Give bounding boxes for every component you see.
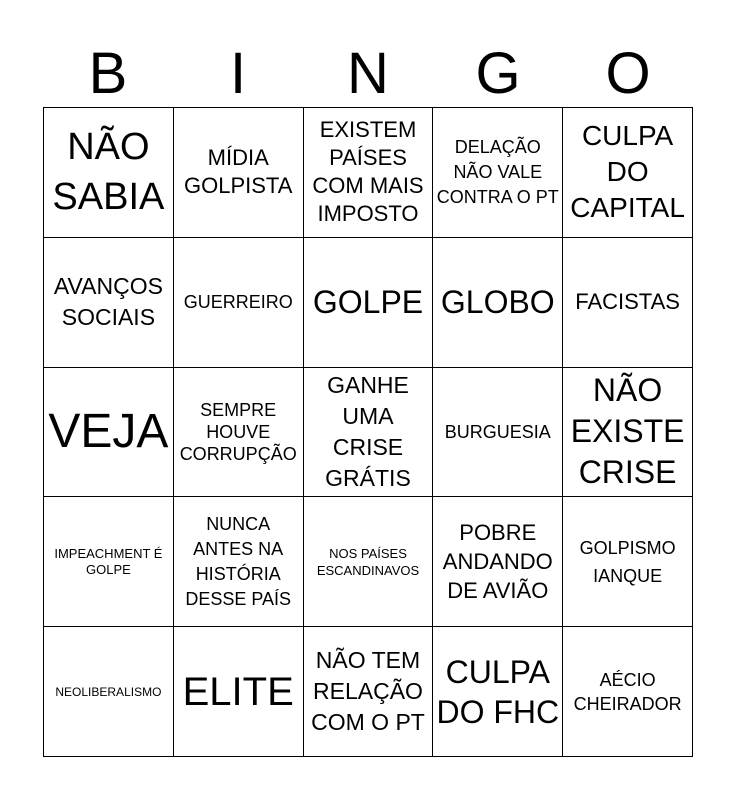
header-letter-n: N — [347, 41, 389, 106]
bingo-board — [43, 107, 693, 757]
bingo-cell[interactable] — [44, 368, 174, 498]
bingo-cell[interactable] — [563, 497, 693, 627]
cell-text: GOLPISMO IANQUE — [579, 537, 676, 586]
bingo-cell[interactable] — [174, 108, 304, 238]
bingo-cell[interactable] — [563, 238, 693, 368]
bingo-cell[interactable] — [433, 238, 563, 368]
bingo-cell[interactable] — [433, 627, 563, 757]
bingo-cell[interactable] — [433, 108, 563, 238]
bingo-cell[interactable] — [304, 108, 434, 238]
bingo-cell[interactable] — [304, 368, 434, 498]
cell-text: GOLPE — [312, 284, 424, 321]
bingo-cell[interactable] — [174, 497, 304, 627]
bingo-cell[interactable] — [304, 238, 434, 368]
bingo-cell[interactable] — [563, 368, 693, 498]
cell-text: GANHE UMA CRISE GRÁTIS — [325, 371, 411, 491]
header-letter-g: G — [475, 41, 521, 106]
cell-text: NEOLIBERALISMO — [55, 684, 162, 699]
header-letter-b: B — [88, 41, 128, 106]
cell-text: DELAÇÃO NÃO VALE CONTRA O PT — [436, 136, 559, 207]
cell-text: GLOBO — [440, 284, 555, 321]
bingo-header — [43, 40, 693, 108]
cell-text: NÃO SABIA — [52, 126, 165, 219]
cell-text: NÃO EXISTE CRISE — [570, 372, 685, 491]
bingo-cell[interactable] — [174, 238, 304, 368]
cell-text: ELITE — [182, 669, 294, 714]
bingo-cell[interactable] — [44, 108, 174, 238]
bingo-cell[interactable] — [563, 627, 693, 757]
cell-text: NOS PAÍSES ESCANDINAVOS — [316, 545, 420, 578]
cell-text: MÍDIA GOLPISTA — [183, 145, 293, 199]
cell-text: POBRE ANDANDO DE AVIÃO — [442, 520, 553, 604]
bingo-cell[interactable] — [44, 497, 174, 627]
bingo-cell[interactable] — [44, 238, 174, 368]
bingo-cell[interactable] — [304, 497, 434, 627]
header-letter-i: I — [229, 41, 247, 106]
bingo-cell[interactable] — [44, 627, 174, 757]
bingo-cell[interactable] — [304, 627, 434, 757]
cell-text: AÉCIO CHEIRADOR — [573, 669, 682, 714]
cell-text: CULPA DO CAPITAL — [570, 120, 685, 224]
cell-text: BURGUESIA — [444, 421, 551, 442]
cell-text: GUERREIRO — [183, 292, 293, 313]
cell-text: SEMPRE HOUVE CORRUPÇÃO — [179, 399, 297, 464]
bingo-cell[interactable] — [433, 368, 563, 498]
bingo-cell[interactable] — [563, 108, 693, 238]
bingo-cell[interactable] — [433, 497, 563, 627]
cell-text: NUNCA ANTES NA HISTÓRIA DESSE PAÍS — [185, 513, 292, 609]
cell-text: IMPEACHMENT É GOLPE — [54, 545, 163, 577]
cell-text: NÃO TEM RELAÇÃO COM O PT — [311, 647, 425, 736]
cell-text: FACISTAS — [575, 289, 680, 315]
bingo-cell[interactable] — [174, 368, 304, 498]
cell-text: AVANÇOS SOCIAIS — [53, 273, 163, 331]
bingo-cell[interactable] — [174, 627, 304, 757]
cell-text: VEJA — [48, 404, 169, 458]
cell-text: EXISTEM PAÍSES COM MAIS IMPOSTO — [312, 117, 424, 227]
header-letter-o: O — [605, 41, 651, 106]
cell-text: CULPA DO FHC — [436, 653, 560, 730]
